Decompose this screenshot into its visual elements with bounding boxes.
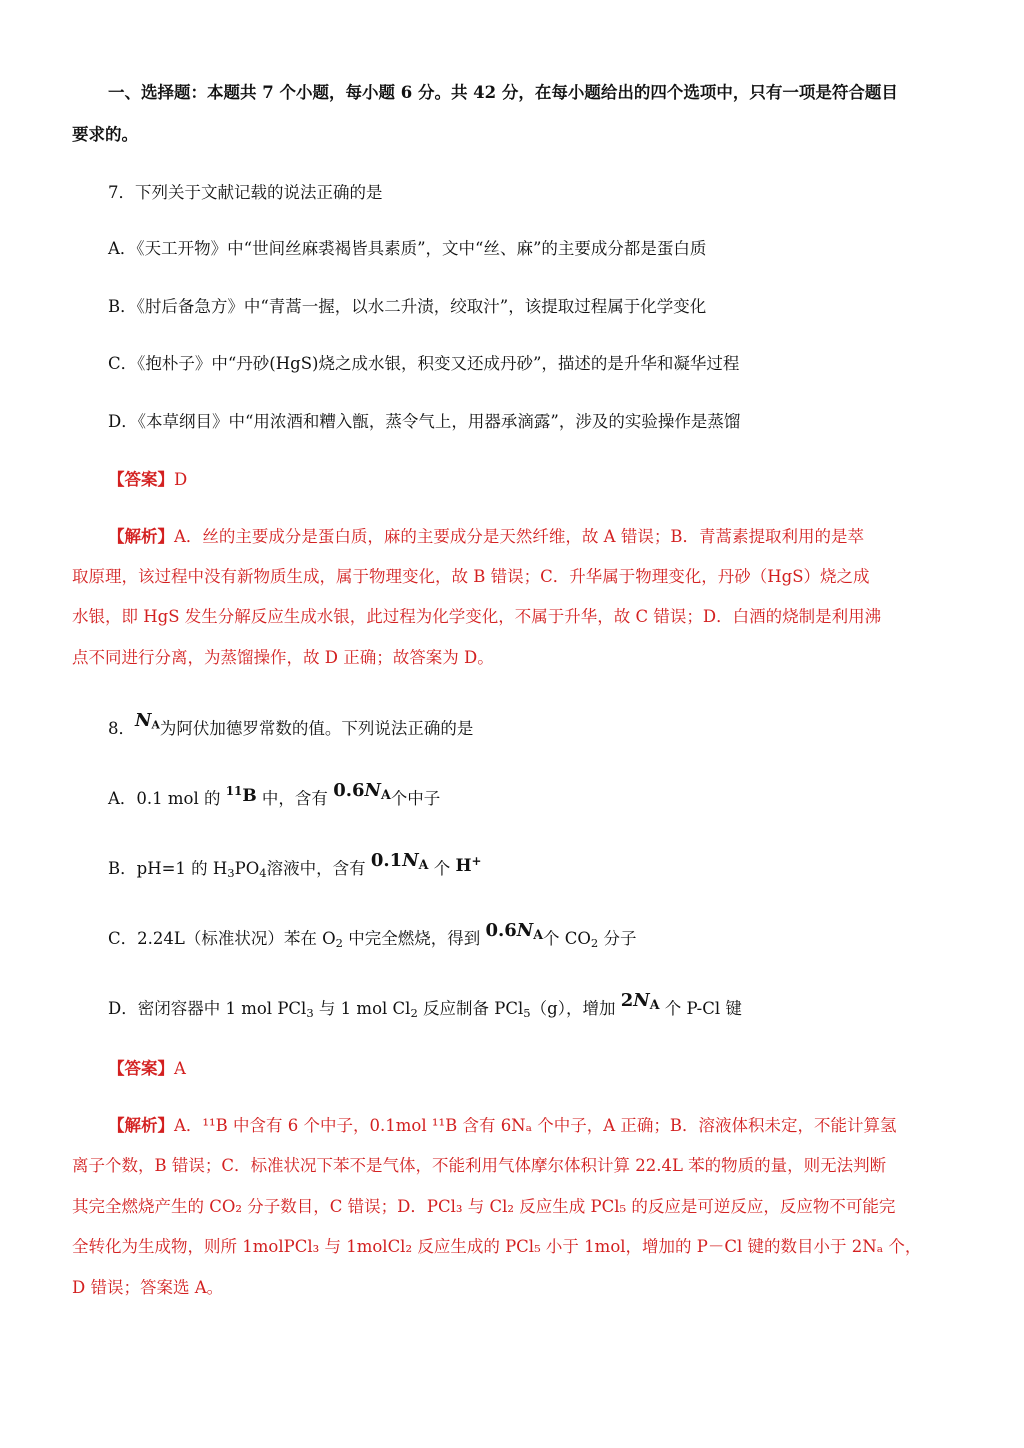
section-intro-line2: 要求的。 — [72, 125, 138, 144]
q7-option-d: D．《本草纲目》中“用浓酒和糟入甑，蒸令气上，用器承滴露”，涉及的实验操作是蒸馏 — [108, 412, 741, 431]
q8-analysis-line1 — [108, 1115, 897, 1137]
q8-stem — [108, 710, 474, 740]
q7-answer — [108, 469, 187, 491]
q8-number: 8． — [108, 719, 135, 738]
analysis-text: A．丝的主要成分是蛋白质，麻的主要成分是天然纤维，故 A 错误；B．青蒿素提取利用的是萃 — [174, 527, 864, 546]
q7-analysis-line3: 水银，即 HgS 发生分解反应生成水银，此过程为化学变化，不属于升华，故 C 错误；D．白酒的烧制是利用沸 — [72, 607, 882, 626]
section-intro-line1: 一、选择题：本题共 7 个小题，每小题 6 分。共 42 分，在每小题给出的四个选项中，只有一项是符合题目 — [108, 83, 898, 102]
q7-analysis-line4: 点不同进行分离，为蒸馏操作，故 D 正确；故答案为 D。 — [72, 648, 494, 667]
q7-option-a: A．《天工开物》中“世间丝麻裘褐皆具素质”，文中“丝、麻”的主要成分都是蛋白质 — [108, 239, 707, 258]
na-coefficient: $0.1N_A$ — [370, 850, 429, 873]
analysis-text: A．¹¹B 中含有 6 个中子，0.1mol ¹¹B 含有 6Nₐ 个中子，A 正确；B．溶液体积未定，不能计算氢 — [174, 1116, 897, 1135]
answer-label: 【答案】 — [108, 470, 174, 489]
na-symbol: $N_A$ — [135, 710, 160, 732]
na-coefficient: $0.6N_A$ — [333, 780, 391, 803]
q7-option-b: B．《肘后备急方》中“青蒿一握，以水二升渍，绞取汁”，该提取过程属于化学变化 — [108, 297, 707, 316]
analysis-label: 【解析】 — [108, 527, 174, 546]
q8-answer — [108, 1058, 186, 1080]
q8-option-d: D．密闭容器中 1 mol PCl$_3$ 与 1 mol $Cl_2$ 反应制备 PCl$_5$（g），增加 $2N_A$ 个 P-Cl 键 — [108, 990, 742, 1020]
answer-value: D — [174, 470, 188, 489]
q8-stem-text: 为阿伏加德罗常数的值。下列说法正确的是 — [159, 719, 474, 738]
q7-option-c: C．《抱朴子》中“丹砂(HgS)烧之成水银，积变又还成丹砂”，描述的是升华和凝华过程 — [108, 354, 740, 373]
answer-value: A — [174, 1059, 186, 1078]
q7-analysis-line1 — [108, 526, 864, 548]
answer-label: 【答案】 — [108, 1059, 174, 1078]
na-coefficient: $0.6N_A$ — [485, 920, 544, 943]
q8-analysis-line2: 离子个数，B 错误；C．标准状况下苯不是气体，不能利用气体摩尔体积计算 22.4L 苯的物质的量，则无法判断 — [72, 1156, 887, 1175]
q8-option-a: A．0.1 mol 的 $^{11}$B 中，含有 $0.6N_A$个中子 — [108, 780, 441, 808]
na-coefficient: $2N_A$ — [620, 990, 660, 1013]
q8-analysis-line4: 全转化为生成物，则所 1molPCl₃ 与 1molCl₂ 反应生成的 PCl₅ 小于 1mol，增加的 P－Cl 键的数目小于 2Nₐ 个， — [72, 1237, 922, 1256]
q8-option-c: C．2.24L（标准状况）苯在 $O_2$ 中完全燃烧，得到 $0.6N_A$个 $CO_2$ 分子 — [108, 920, 637, 950]
q8-analysis-line3: 其完全燃烧产生的 CO₂ 分子数目，C 错误；D．PCl₃ 与 Cl₂ 反应生成 PCl₅ 的反应是可逆反应，反应物不可能完 — [72, 1197, 896, 1216]
q7-stem: 7．下列关于文献记载的说法正确的是 — [108, 183, 383, 202]
q8-option-b: B．pH=1 的 $H_3PO_4$溶液中，含有 $0.1N_A$ 个 H+ — [108, 850, 482, 880]
analysis-label: 【解析】 — [108, 1116, 174, 1135]
q8-analysis-line5: D 错误；答案选 A。 — [72, 1278, 224, 1297]
q7-analysis-line2: 取原理，该过程中没有新物质生成，属于物理变化，故 B 错误；C．升华属于物理变化，丹砂（HgS）烧之成 — [72, 567, 870, 586]
